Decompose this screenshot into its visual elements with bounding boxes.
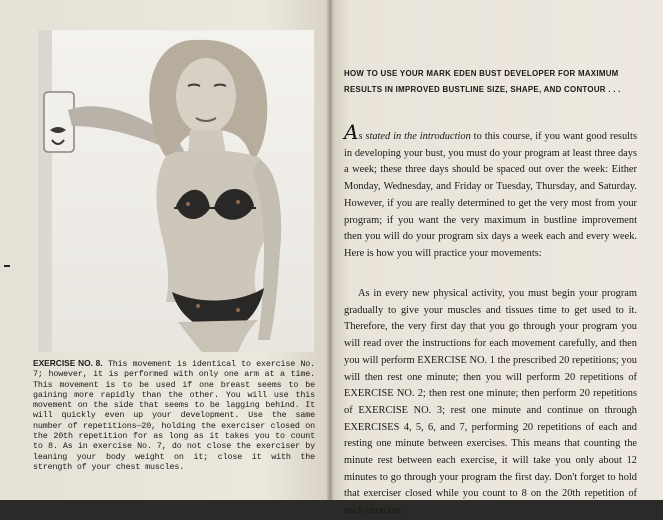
- paragraph-program: As in every new physical activity, you must begin your program gradually to give your muscles and tissues time to get used to it. Therefore, the very first day that you go through your program you will read over the instructions for each movement carefully, and then you will perform EXERCISE NO. 1 the prescribed 20 repetitions; you will then rest one minute; then you will perform 20 repetitions of EXERCISE NO. 2; then rest one minute; then perform 20 repetitions of EXERCISE NO. 3; rest one minute and continue on through EXERCISES 4, 5, 6, and 7, performing 20 repetitions of each and resting one minute between exercises. This means that counting the minute rest between each exercise, it will take you only about 12 minutes to go through your program the first day. Don't forget to hold that exerciser closed while you count to 8 on the 20th repetition of each exercise.: [344, 288, 637, 517]
- paragraph-intro: [344, 120, 637, 263]
- model-figure-illustration: [38, 30, 314, 352]
- intro-italic: s stated in the introduction: [358, 131, 471, 142]
- caption-text: This movement is identical to exercise No. 7; however, it is performed with only one arm at a time. This movement is to be used if one breast seems to be gaining more rapidly than the other. You will use this movement on the side that seems to be lagging behind. It will quickly even up your development. Use the same number of repetitions—20, holding the exerciser closed on the 20th repetition for as long as it takes you to count to 8. As in exercise No. 7, do not close the exerciser by leaning your body weight on it; close it with the strength of your chest muscles.: [33, 359, 315, 472]
- page-gutter: [326, 0, 334, 500]
- drop-cap: A: [344, 120, 359, 144]
- binding-mark: [4, 265, 10, 267]
- exercise-photo: [38, 30, 314, 352]
- photo-caption: [33, 358, 315, 472]
- section-heading: HOW TO USE YOUR MARK EDEN BUST DEVELOPER FOR MAXIMUM RESULTS IN IMPROVED BUSTLINE SIZE, SHAPE, AND CONTOUR . . .: [344, 68, 621, 94]
- caption-lead: EXERCISE NO. 8.: [33, 358, 103, 368]
- intro-text: to this course, if you want good results in developing your bust, you must do your program at least three days a week; these three days should be spaced out over the week: Either Monday, Wednesday, and Friday or Tuesday, Thursday, and Saturday. However, if you are really determined to get the very most from your program; if you want the very maximum in bustline improvement then you will do your program six days a week each and every week. Here is how you will practice your movements:: [344, 131, 637, 259]
